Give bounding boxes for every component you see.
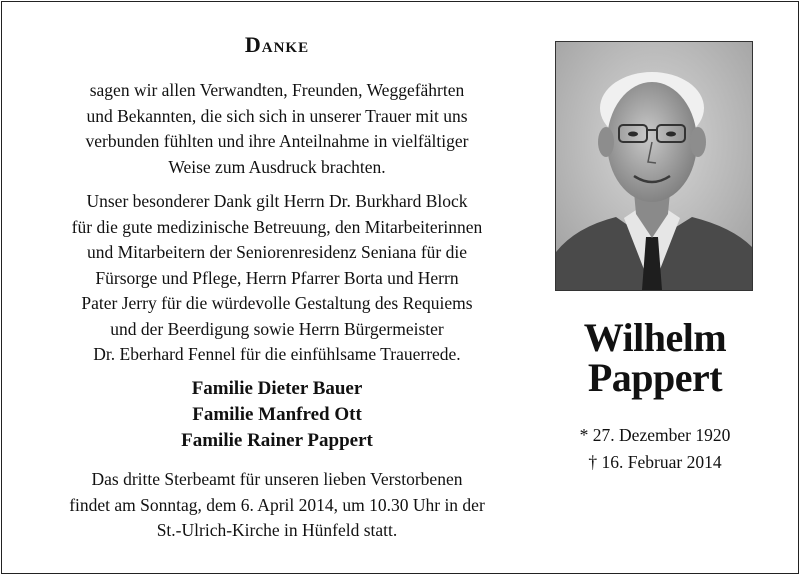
text-line: St.-Ulrich-Kirche in Hünfeld statt.	[156, 520, 398, 540]
deceased-name	[545, 315, 765, 400]
text-line: Das dritte Sterbeamt für unseren lieben Verstorbenen	[91, 469, 463, 489]
text-line: Weise zum Ausdruck brachten.	[168, 156, 386, 177]
family-name: Familie Dieter Bauer	[191, 378, 363, 399]
heading: Danke	[244, 32, 310, 57]
text-line: Fürsorge und Pflege, Herrn Pfarrer Borta und Herrn	[95, 267, 459, 288]
last-name: Pappert	[587, 355, 723, 400]
text-line: und Mitarbeitern der Seniorenresidenz Seniana für die	[86, 242, 467, 262]
first-name: Wilhelm	[583, 315, 727, 360]
life-dates	[545, 422, 765, 476]
text-line: für die gute medizinische Betreuung, den Mitarbeiterinnen	[71, 216, 483, 237]
special-thanks-paragraph	[12, 189, 542, 368]
death-date: † 16. Februar 2014	[588, 452, 722, 472]
text-line: verbunden fühlten und ihre Anteilnahme in vielfältiger	[85, 131, 469, 151]
text-line: und der Beerdigung sowie Herrn Bürgermeister	[110, 318, 444, 339]
portrait-photo	[555, 41, 753, 291]
text-line: findet am Sonntag, dem 6. April 2014, um 10.30 Uhr in der	[69, 494, 485, 515]
requiem-notice	[12, 467, 542, 544]
birth-date: * 27. Dezember 1920	[579, 425, 731, 445]
family-name: Familie Rainer Pappert	[181, 430, 373, 451]
text-line: Unser besonderer Dank gilt Herrn Dr. Burkhard Block	[86, 191, 468, 211]
text-line: und Bekannten, die sich sich in unserer Trauer mit uns	[86, 105, 468, 126]
family-name: Familie Manfred Ott	[192, 404, 362, 425]
family-signatures	[12, 376, 542, 454]
thanks-paragraph	[12, 78, 542, 180]
text-line: sagen wir allen Verwandten, Freunden, Weggefährten	[89, 80, 465, 100]
text-line: Pater Jerry für die würdevolle Gestaltung des Requiems	[81, 293, 473, 313]
text-line: Dr. Eberhard Fennel für die einfühlsame Trauerrede.	[93, 344, 461, 364]
